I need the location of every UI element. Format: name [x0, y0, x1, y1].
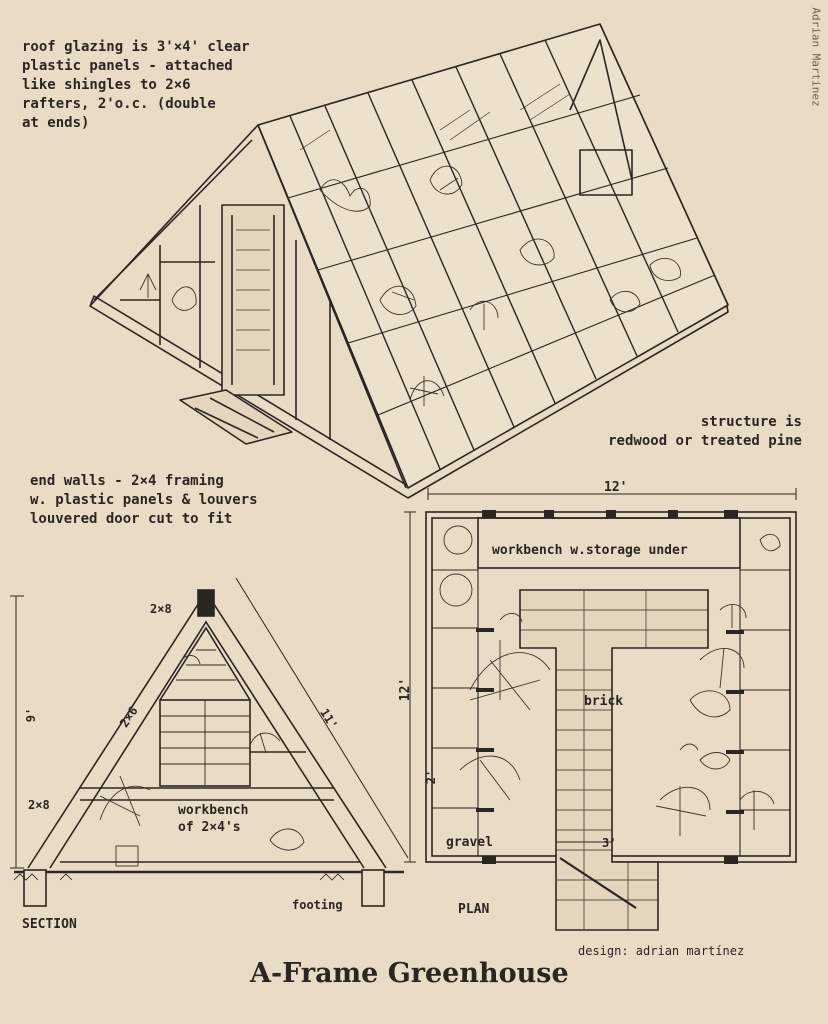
plan-width-label: 12'	[604, 480, 628, 495]
structure-note: structure is redwood or treated pine	[608, 414, 802, 449]
section-slope-label: 11'	[317, 706, 341, 732]
page-title: A-Frame Greenhouse	[250, 958, 569, 989]
plan-caption: PLAN	[458, 902, 490, 917]
section-drawing	[10, 578, 408, 906]
plan-gravel-label: gravel	[446, 835, 493, 850]
design-credit: design: adrian martínez	[578, 944, 745, 958]
plan-depth-label: 12'	[398, 677, 414, 702]
plan-floor-label: brick	[584, 694, 624, 709]
section-workbench-label: workbench of 2×4's	[178, 803, 249, 835]
section-ridge-label: 2×8	[150, 602, 172, 616]
end-walls-note: end walls - 2×4 framing w. plastic panels & louvers louvered door cut to fit	[30, 473, 258, 527]
section-height-label: 9'	[24, 707, 39, 723]
section-sill-label: 2×8	[28, 798, 50, 812]
section-caption: SECTION	[22, 917, 77, 932]
plan-door-width-label: 3'	[602, 836, 617, 850]
roof-glazing-note: roof glazing is 3'×4' clear plastic panels - attached like shingles to 2×6 rafters, 2'o.c. (double at ends)	[22, 39, 250, 131]
plan-workbench-label: workbench w.storage under	[492, 543, 688, 558]
section-footing-label: footing	[292, 898, 343, 912]
plan-rafter-spacing-label: 2'	[424, 769, 439, 785]
side-watermark: Adrian Martinez	[809, 7, 823, 107]
section-rafter-label: 2×6	[116, 704, 141, 730]
